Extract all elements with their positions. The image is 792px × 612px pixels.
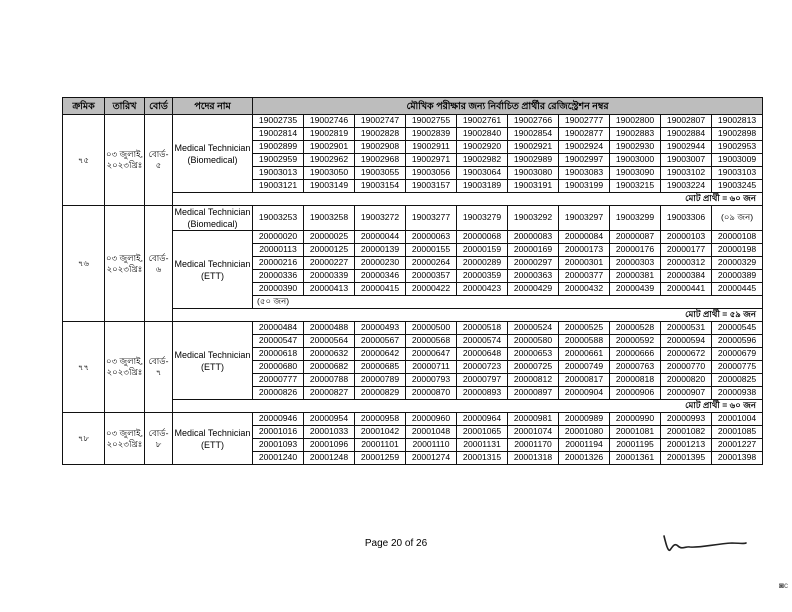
header-serial: ক্রমিক xyxy=(63,98,105,115)
registration-number: 20000169 xyxy=(508,244,559,257)
registration-number: 20000827 xyxy=(304,387,355,400)
registration-number: 20001093 xyxy=(253,439,304,452)
registration-number: 20000797 xyxy=(457,374,508,387)
table-row xyxy=(63,322,763,335)
registration-number: 19003189 xyxy=(457,180,508,193)
registration-number: 20000632 xyxy=(304,348,355,361)
registration-number: 19002997 xyxy=(559,154,610,167)
registration-number: 20000068 xyxy=(457,231,508,244)
registration-number: 19003215 xyxy=(610,180,661,193)
registration-number: 20000429 xyxy=(508,283,559,296)
registration-number: 19003007 xyxy=(661,154,712,167)
registration-number: 20000960 xyxy=(406,413,457,426)
registration-number: 20000723 xyxy=(457,361,508,374)
registration-number: 20001315 xyxy=(457,452,508,465)
header-row xyxy=(63,98,763,115)
registration-number: 20000173 xyxy=(559,244,610,257)
registration-number: 20001248 xyxy=(304,452,355,465)
registration-number: 20001033 xyxy=(304,426,355,439)
registration-number: 20000087 xyxy=(610,231,661,244)
registration-number: 19002814 xyxy=(253,128,304,141)
registration-number: 19003055 xyxy=(355,167,406,180)
registration-number: 20000685 xyxy=(355,361,406,374)
registration-number: 20000818 xyxy=(610,374,661,387)
total-candidates: মোট প্রার্থী = ৬০ জন xyxy=(173,400,763,413)
registration-number: 20000155 xyxy=(406,244,457,257)
registration-number: 19002777 xyxy=(559,115,610,128)
registration-number: 19003297 xyxy=(559,206,610,231)
registration-number: 20001259 xyxy=(355,452,406,465)
registration-number: 20001016 xyxy=(253,426,304,439)
registration-number: 20000958 xyxy=(355,413,406,426)
registration-number: 19002908 xyxy=(355,141,406,154)
table-row xyxy=(63,413,763,426)
registration-number: 20000445 xyxy=(712,283,763,296)
header-registration: মৌখিক পরীক্ষার জন্য নির্বাচিত প্রার্থীর রেজিস্ট্রেশন নম্বর xyxy=(253,98,763,115)
board-cell: বোর্ড- ৭ xyxy=(145,322,173,413)
date-cell: ০৩ জুলাই, ২০২৩খ্রিঃ xyxy=(105,206,145,322)
registration-number: 19002761 xyxy=(457,115,508,128)
registration-number: 19003299 xyxy=(610,206,661,231)
registration-number: 20000346 xyxy=(355,270,406,283)
board-cell: বোর্ড- ৮ xyxy=(145,413,173,465)
registration-number: 19003191 xyxy=(508,180,559,193)
registration-number: 20000826 xyxy=(253,387,304,400)
post-name-cell: Medical Technician (Biomedical) xyxy=(173,206,253,231)
registration-number: 20001326 xyxy=(559,452,610,465)
registration-number: 20000230 xyxy=(355,257,406,270)
serial-cell: ৭৫ xyxy=(63,115,105,206)
registration-number: 19002839 xyxy=(406,128,457,141)
registration-number: 20000357 xyxy=(406,270,457,283)
registration-number: 20000488 xyxy=(304,322,355,335)
registration-number: 19002807 xyxy=(661,115,712,128)
registration-number: 19002901 xyxy=(304,141,355,154)
registration-number: 20000177 xyxy=(661,244,712,257)
registration-number: 20000829 xyxy=(355,387,406,400)
registration-number: 19002883 xyxy=(610,128,661,141)
registration-number: 19003080 xyxy=(508,167,559,180)
registration-number: 19003103 xyxy=(712,167,763,180)
registration-number: 20000564 xyxy=(304,335,355,348)
registration-number: 20001395 xyxy=(661,452,712,465)
post-name-cell: Medical Technician (ETT) xyxy=(173,231,253,309)
registration-number: 20000672 xyxy=(661,348,712,361)
registration-number: 19002982 xyxy=(457,154,508,167)
registration-number: 20000596 xyxy=(712,335,763,348)
registration-number: 20000413 xyxy=(304,283,355,296)
registration-number: 19002854 xyxy=(508,128,559,141)
registration-number: 19003277 xyxy=(406,206,457,231)
registration-number: 20000938 xyxy=(712,387,763,400)
registration-number: 19002884 xyxy=(661,128,712,141)
registration-number: 19002755 xyxy=(406,115,457,128)
header-board: বোর্ড xyxy=(145,98,173,115)
table-body xyxy=(63,115,763,465)
registration-number: 20001398 xyxy=(712,452,763,465)
registration-number: 20001082 xyxy=(661,426,712,439)
registration-number: 19003306 xyxy=(661,206,712,231)
total-candidates: মোট প্রার্থী = ৬০ জন xyxy=(173,193,763,206)
registration-number: 20000775 xyxy=(712,361,763,374)
registration-number: 20000568 xyxy=(406,335,457,348)
registration-number: 19003279 xyxy=(457,206,508,231)
registration-number: 20001048 xyxy=(406,426,457,439)
registration-number: 20000377 xyxy=(559,270,610,283)
registration-number: 20001194 xyxy=(559,439,610,452)
date-cell: ০৩ জুলাই, ২০২৩খ্রিঃ xyxy=(105,322,145,413)
registration-number: 20000389 xyxy=(712,270,763,283)
registration-number: 19003149 xyxy=(304,180,355,193)
registration-number: 20000044 xyxy=(355,231,406,244)
registration-number: 19003056 xyxy=(406,167,457,180)
registration-number: 20000907 xyxy=(661,387,712,400)
registration-number: 19003272 xyxy=(355,206,406,231)
registration-number: 20000763 xyxy=(610,361,661,374)
registration-number: 20000661 xyxy=(559,348,610,361)
registration-number: 20000817 xyxy=(559,374,610,387)
registration-number: 20000063 xyxy=(406,231,457,244)
registration-number: 19002989 xyxy=(508,154,559,167)
registration-number: 20000789 xyxy=(355,374,406,387)
registration-number: 20000812 xyxy=(508,374,559,387)
registration-number: 19002747 xyxy=(355,115,406,128)
registration-number: 19003258 xyxy=(304,206,355,231)
registration-number: 20000793 xyxy=(406,374,457,387)
registration-number: 20001085 xyxy=(712,426,763,439)
registration-number: 20000484 xyxy=(253,322,304,335)
registration-number: 19003064 xyxy=(457,167,508,180)
registration-number: 19003009 xyxy=(712,154,763,167)
registration-number: 20000025 xyxy=(304,231,355,244)
registration-number: 20000825 xyxy=(712,374,763,387)
header-date: তারিখ xyxy=(105,98,145,115)
section-count-note: (৫০ জন) xyxy=(253,296,763,309)
registration-number: 20001274 xyxy=(406,452,457,465)
registration-number: 20000525 xyxy=(559,322,610,335)
registration-number: 20000363 xyxy=(508,270,559,283)
registration-number: 20000289 xyxy=(457,257,508,270)
registration-number: 19002962 xyxy=(304,154,355,167)
registration-number: 20000329 xyxy=(712,257,763,270)
registration-number: 20000592 xyxy=(610,335,661,348)
registration-number: 20001240 xyxy=(253,452,304,465)
registration-number: 20000770 xyxy=(661,361,712,374)
registration-number: 19003083 xyxy=(559,167,610,180)
board-cell: বোর্ড- ৬ xyxy=(145,206,173,322)
registration-number: 20000545 xyxy=(712,322,763,335)
registration-number: 19002766 xyxy=(508,115,559,128)
registration-number: 20000964 xyxy=(457,413,508,426)
registration-number: 20001318 xyxy=(508,452,559,465)
registration-number: 20000897 xyxy=(508,387,559,400)
registration-number: 20000216 xyxy=(253,257,304,270)
registration-number: 20000567 xyxy=(355,335,406,348)
registration-number: 20000423 xyxy=(457,283,508,296)
registration-number: 20000528 xyxy=(610,322,661,335)
registration-number: 19002877 xyxy=(559,128,610,141)
registration-number: 20000679 xyxy=(712,348,763,361)
registration-number: 20000574 xyxy=(457,335,508,348)
registration-number: 20000893 xyxy=(457,387,508,400)
registration-number: 20000531 xyxy=(661,322,712,335)
registration-number: 20000711 xyxy=(406,361,457,374)
registration-number: 20000946 xyxy=(253,413,304,426)
registration-number: 19002921 xyxy=(508,141,559,154)
registration-number: 20000990 xyxy=(610,413,661,426)
registration-number: 19003000 xyxy=(610,154,661,167)
registration-number: 20000648 xyxy=(457,348,508,361)
total-candidates: মোট প্রার্থী = ৫৯ জন xyxy=(173,309,763,322)
registration-number: 19002911 xyxy=(406,141,457,154)
registration-number: 20000390 xyxy=(253,283,304,296)
registration-number: 20000384 xyxy=(661,270,712,283)
registration-number: 20000020 xyxy=(253,231,304,244)
registration-number: 19002746 xyxy=(304,115,355,128)
registration-number: 20000103 xyxy=(661,231,712,244)
registration-number: 19003050 xyxy=(304,167,355,180)
registration-number: 20000680 xyxy=(253,361,304,374)
registration-number: 20000113 xyxy=(253,244,304,257)
registration-number: 19002920 xyxy=(457,141,508,154)
registration-number: 19002828 xyxy=(355,128,406,141)
registration-number: 20000618 xyxy=(253,348,304,361)
registration-number: 20000125 xyxy=(304,244,355,257)
registration-number: 19003121 xyxy=(253,180,304,193)
registration-number: 19002819 xyxy=(304,128,355,141)
registration-number: 20000788 xyxy=(304,374,355,387)
registration-number: 20000159 xyxy=(457,244,508,257)
serial-cell: ৭৮ xyxy=(63,413,105,465)
registration-number: 20000359 xyxy=(457,270,508,283)
registration-number: 19002968 xyxy=(355,154,406,167)
registration-number: 20001074 xyxy=(508,426,559,439)
registration-number: 20000297 xyxy=(508,257,559,270)
signature-icon xyxy=(660,530,750,558)
registration-number: 20000500 xyxy=(406,322,457,335)
registration-number: 20000989 xyxy=(559,413,610,426)
registration-number: 20000176 xyxy=(610,244,661,257)
registration-number: 20000642 xyxy=(355,348,406,361)
registration-number: 20000647 xyxy=(406,348,457,361)
table-row xyxy=(63,115,763,128)
registration-number: 19002930 xyxy=(610,141,661,154)
registration-number: 20000954 xyxy=(304,413,355,426)
date-cell: ০৩ জুলাই, ২০২৩খ্রিঃ xyxy=(105,413,145,465)
registration-number: 19002735 xyxy=(253,115,304,128)
registration-number: 20000339 xyxy=(304,270,355,283)
registration-number: 19003224 xyxy=(661,180,712,193)
registration-number: 20000588 xyxy=(559,335,610,348)
registration-number: 19002959 xyxy=(253,154,304,167)
registration-number: 20000108 xyxy=(712,231,763,244)
registration-number: 19002898 xyxy=(712,128,763,141)
registration-number: 20000906 xyxy=(610,387,661,400)
scanner-mark-icon: ◙c xyxy=(779,581,788,590)
registration-number: 20000749 xyxy=(559,361,610,374)
registration-number: 19003199 xyxy=(559,180,610,193)
registration-number: 20000198 xyxy=(712,244,763,257)
registration-table xyxy=(62,97,763,465)
registration-number: 20000653 xyxy=(508,348,559,361)
registration-number: 20000415 xyxy=(355,283,406,296)
registration-number: (০৯ জন) xyxy=(712,206,763,231)
registration-number: 19003154 xyxy=(355,180,406,193)
registration-number: 20000682 xyxy=(304,361,355,374)
registration-number: 20000439 xyxy=(610,283,661,296)
registration-number: 20000264 xyxy=(406,257,457,270)
registration-number: 20000441 xyxy=(661,283,712,296)
registration-number: 19003102 xyxy=(661,167,712,180)
registration-number: 20000227 xyxy=(304,257,355,270)
registration-number: 20000777 xyxy=(253,374,304,387)
registration-number: 20000422 xyxy=(406,283,457,296)
serial-cell: ৭৬ xyxy=(63,206,105,322)
registration-number: 20000725 xyxy=(508,361,559,374)
registration-number: 20001195 xyxy=(610,439,661,452)
registration-number: 20001096 xyxy=(304,439,355,452)
registration-number: 20000547 xyxy=(253,335,304,348)
registration-number: 20000666 xyxy=(610,348,661,361)
registration-number: 20000312 xyxy=(661,257,712,270)
registration-number: 20000432 xyxy=(559,283,610,296)
registration-number: 19002813 xyxy=(712,115,763,128)
registration-number: 19002944 xyxy=(661,141,712,154)
registration-number: 20000981 xyxy=(508,413,559,426)
registration-number: 19002899 xyxy=(253,141,304,154)
post-name-cell: Medical Technician (ETT) xyxy=(173,322,253,400)
registration-number: 20000518 xyxy=(457,322,508,335)
registration-number: 20001227 xyxy=(712,439,763,452)
registration-number: 19003157 xyxy=(406,180,457,193)
registration-number: 20001101 xyxy=(355,439,406,452)
registration-number: 20000524 xyxy=(508,322,559,335)
registration-number: 20000993 xyxy=(661,413,712,426)
registration-number: 19002953 xyxy=(712,141,763,154)
registration-number: 19002924 xyxy=(559,141,610,154)
registration-number: 20000594 xyxy=(661,335,712,348)
registration-number: 20001065 xyxy=(457,426,508,439)
registration-number: 20000301 xyxy=(559,257,610,270)
registration-number: 19003013 xyxy=(253,167,304,180)
registration-number: 20000820 xyxy=(661,374,712,387)
registration-number: 20001042 xyxy=(355,426,406,439)
registration-number: 20000381 xyxy=(610,270,661,283)
registration-number: 19002840 xyxy=(457,128,508,141)
post-name-cell: Medical Technician (Biomedical) xyxy=(173,115,253,193)
registration-number: 20000084 xyxy=(559,231,610,244)
registration-number: 20001081 xyxy=(610,426,661,439)
post-name-cell: Medical Technician (ETT) xyxy=(173,413,253,465)
registration-number: 19002971 xyxy=(406,154,457,167)
registration-number: 20001213 xyxy=(661,439,712,452)
registration-number: 20000083 xyxy=(508,231,559,244)
registration-number: 20000336 xyxy=(253,270,304,283)
registration-number: 19003245 xyxy=(712,180,763,193)
header-post: পদের নাম xyxy=(173,98,253,115)
date-cell: ০৩ জুলাই, ২০২৩খ্রিঃ xyxy=(105,115,145,206)
registration-number: 20001080 xyxy=(559,426,610,439)
registration-number: 20000870 xyxy=(406,387,457,400)
registration-number: 20000139 xyxy=(355,244,406,257)
page-number: Page 20 of 26 xyxy=(364,538,428,549)
board-cell: বোর্ড- ৫ xyxy=(145,115,173,206)
registration-number: 19003253 xyxy=(253,206,304,231)
registration-number: 20000493 xyxy=(355,322,406,335)
table-row xyxy=(63,206,763,231)
registration-number: 20001361 xyxy=(610,452,661,465)
registration-number: 19003292 xyxy=(508,206,559,231)
registration-number: 19002800 xyxy=(610,115,661,128)
registration-number: 20000580 xyxy=(508,335,559,348)
registration-number: 19003090 xyxy=(610,167,661,180)
registration-number: 20001131 xyxy=(457,439,508,452)
serial-cell: ৭৭ xyxy=(63,322,105,413)
registration-number: 20001004 xyxy=(712,413,763,426)
registration-number: 20000904 xyxy=(559,387,610,400)
registration-number: 20001110 xyxy=(406,439,457,452)
registration-number: 20000303 xyxy=(610,257,661,270)
registration-number: 20001170 xyxy=(508,439,559,452)
